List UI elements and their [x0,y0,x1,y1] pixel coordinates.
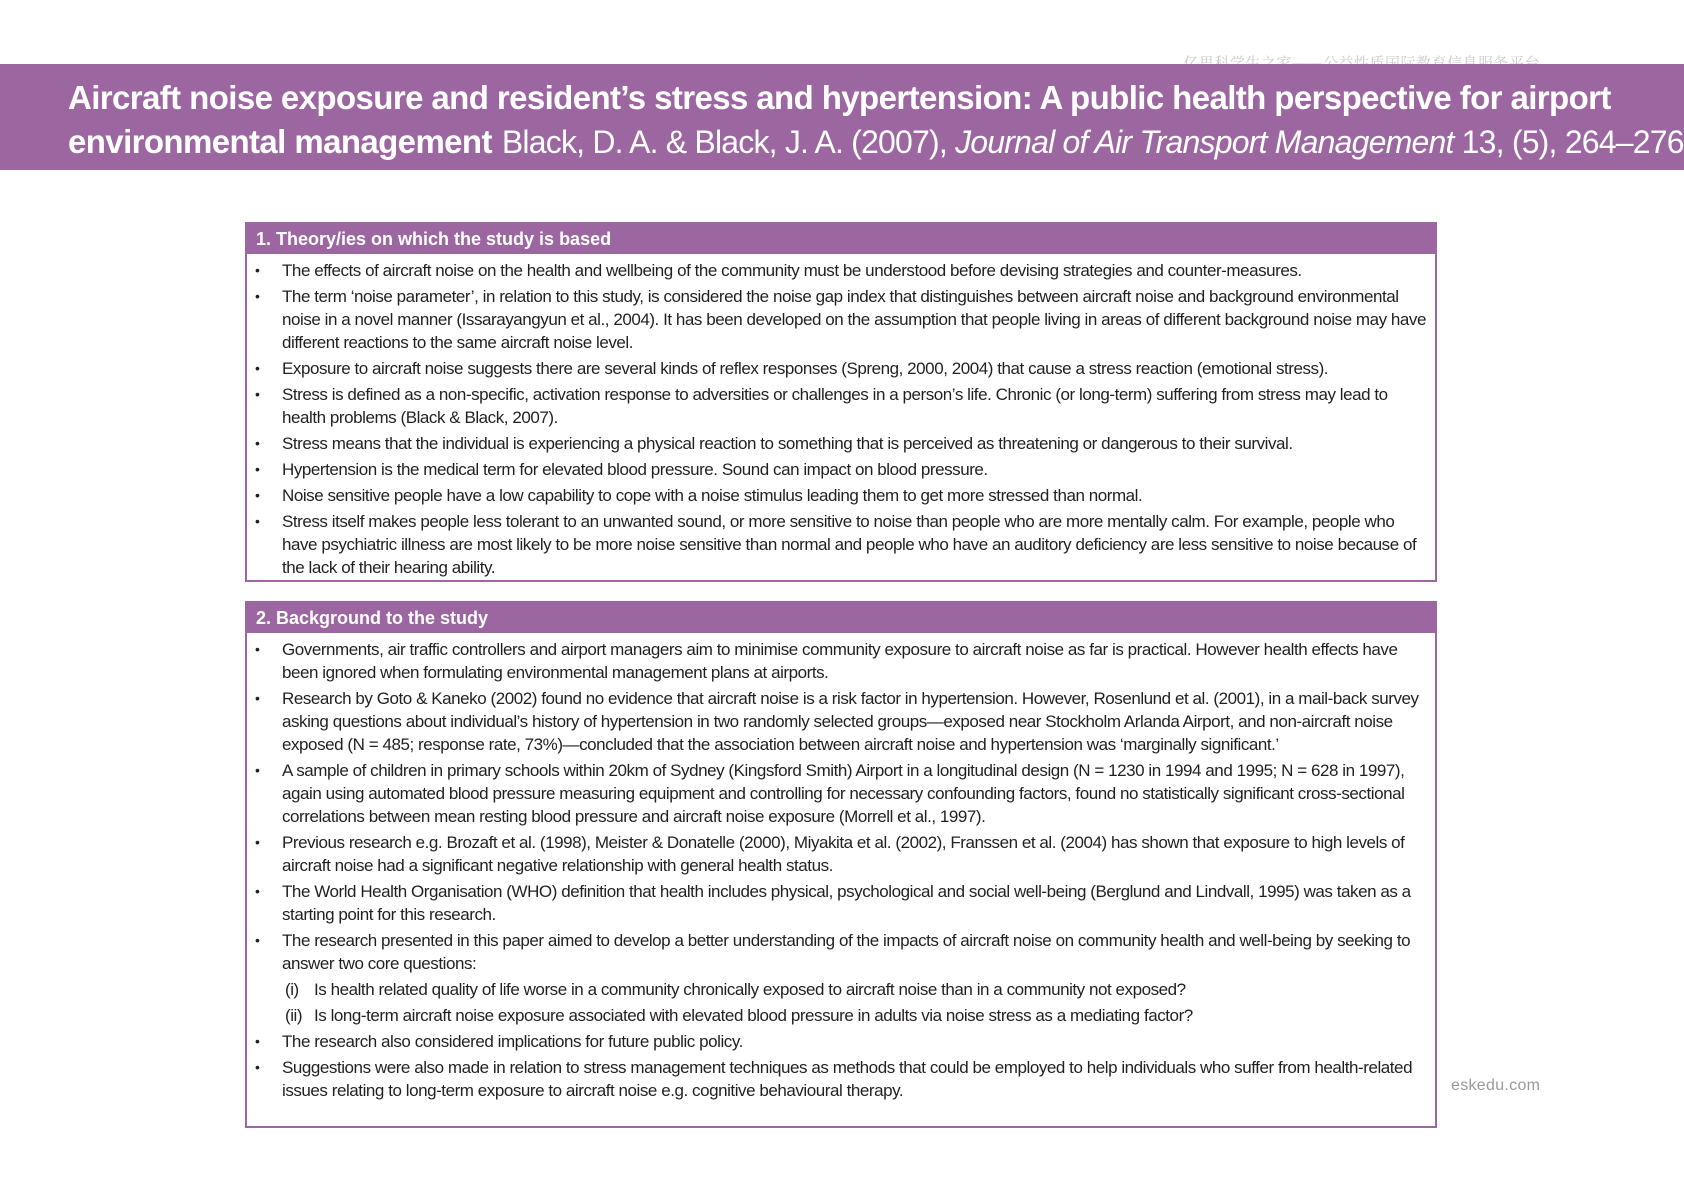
sub-list-item: (ii) Is long-term aircraft noise exposure associated with elevated blood pressure in adults via noise stress as a mediating factor? [285,1006,1193,1025]
section-background [245,601,1437,1128]
bullet-icon: • [255,1033,260,1049]
bullet-icon: • [255,386,260,402]
list-item: • Exposure to aircraft noise suggests there are several kinds of reflex responses (Spreng, 2000, 2004) that cause a stress reaction (emotional stress). [255,359,1329,378]
list-item: • The term ‘noise parameter’, in relation to this study, is considered the noise gap index that distinguishes between aircraft noise and background environmental noise in a novel manner (Issarayangyun et al., 2004). It has been developed on the assumption that people living in areas of different background noise may have different reactions to the same aircraft noise level. [255,287,1426,352]
bullet-icon: • [255,690,260,706]
citation-authors: Black, D. A. & Black, J. A. (2007), [501,124,947,160]
list-item: • Hypertension is the medical term for elevated blood pressure. Sound can impact on blood pressure. [255,460,988,479]
bullet-icon: • [255,360,260,376]
section-theory-list [247,254,1435,579]
bullet-icon: • [255,883,260,899]
header-line-2 [68,120,1684,164]
bullet-icon: • [255,762,260,778]
bullet-icon: • [255,932,260,948]
list-item: • The World Health Organisation (WHO) definition that health includes physical, psychological and social well-being (Berglund and Lindvall, 1995) was taken as a starting point for this research. [255,882,1411,924]
paper-title-line-2: environmental management [68,123,492,160]
list-item: • A sample of children in primary schools within 20km of Sydney (Kingsford Smith) Airport in a longitudinal design (N = 1230 in 1994 and 1995; N = 628 in 1997), again using automated blood pressure measuring equipment and controlling for necessary confounding factors, found no statistically significant cross-sectional correlations between mean resting blood pressure and aircraft noise exposure (Morrell et al., 1997). [255,761,1405,826]
section-theory-title: 1. Theory/ies on which the study is based [247,224,1435,254]
bullet-icon: • [255,641,260,657]
bullet-icon: • [255,262,260,278]
section-background-list [247,633,1435,1102]
list-item: • Previous research e.g. Brozaft et al. (1998), Meister & Donatelle (2000), Miyakita et al. (2002), Franssen et al. (2004) has shown that exposure to high levels of aircraft noise had a significant negative relationship with general health status. [255,833,1405,875]
section-theory [245,222,1437,582]
list-item: • The effects of aircraft noise on the health and wellbeing of the community must be understood before devising strategies and counter-measures. [255,261,1302,280]
list-item: • The research presented in this paper aimed to develop a better understanding of the impacts of aircraft noise on community health and well-being by seeking to answer two core questions: [255,931,1411,973]
list-item: • Stress itself makes people less tolerant to an unwanted sound, or more sensitive to noise than people who are more mentally calm. For example, people who have psychiatric illness are most likely to be more noise sensitive than normal and people who have an auditory deficiency are less sensitive to noise because of the lack of their hearing ability. [255,512,1417,577]
citation-journal: Journal of Air Transport Management [955,124,1454,160]
paper-title-line-1: Aircraft noise exposure and resident’s stress and hypertension: A public health perspective for airport [68,79,1611,116]
bullet-icon: • [255,1059,260,1075]
list-item: • Noise sensitive people have a low capability to cope with a noise stimulus leading them to get more stressed than normal. [255,486,1143,505]
section-background-title: 2. Background to the study [247,603,1435,633]
bullet-icon: • [255,834,260,850]
watermark-side: eskedu.com [1451,1077,1541,1094]
list-item: • Stress means that the individual is experiencing a physical reaction to something that is perceived as threatening or dangerous to their survival. [255,434,1293,453]
list-item: • Suggestions were also made in relation to stress management techniques as methods that could be employed to help individuals who suffer from health-related issues relating to long-term exposure to aircraft noise e.g. cognitive behavioural therapy. [255,1058,1413,1100]
bullet-icon: • [255,487,260,503]
bullet-icon: • [255,288,260,304]
sub-item-marker: (ii) [285,1006,303,1025]
bullet-icon: • [255,435,260,451]
citation-volume: 13, (5), 264–276 [1461,124,1684,160]
bullet-icon: • [255,461,260,477]
list-item: • The research also considered implications for future public policy. [255,1032,743,1051]
header-band [0,64,1684,170]
sub-list-item: (i) Is health related quality of life worse in a community chronically exposed to aircraft noise than in a community not exposed? [285,980,1186,999]
list-item: • Governments, air traffic controllers and airport managers aim to minimise community exposure to aircraft noise as far is practical. However health effects have been ignored when formulating environmental management plans at airports. [255,640,1398,682]
bullet-icon: • [255,513,260,529]
header-line-1 [68,76,1644,120]
list-item: • Stress is defined as a non-specific, activation response to adversities or challenges in a person’s life. Chronic (or long-term) suffering from stress may lead to health problems (Black & Black, 2007). [255,385,1388,427]
list-item: • Research by Goto & Kaneko (2002) found no evidence that aircraft noise is a risk factor in hypertension. However, Rosenlund et al. (2001), in a mail-back survey asking questions about individual’s history of hypertension in two randomly selected groups—exposed near Stockholm Arlanda Airport, and non-aircraft noise exposed (N = 485; response rate, 73%)—concluded that the association between aircraft noise and hypertension was ‘marginally significant.’ [255,689,1419,754]
citation [502,124,1684,160]
sub-item-marker: (i) [285,980,299,999]
